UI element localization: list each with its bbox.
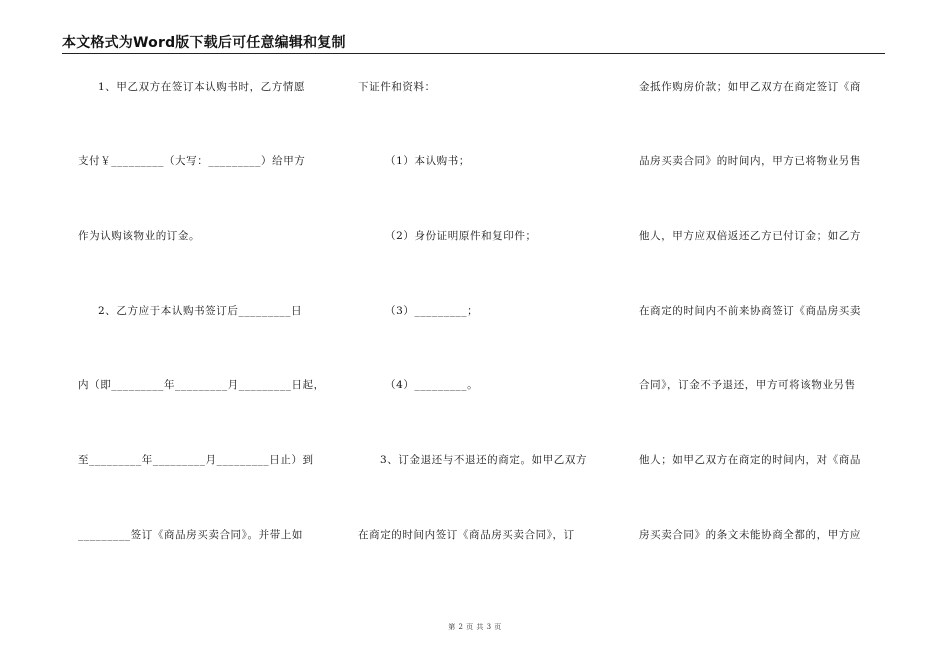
paragraph-line: 内（即_________年_________月_________日起， xyxy=(78,379,325,391)
list-item: （4）_________。 xyxy=(385,379,479,391)
paragraph-line: 2、乙方应于本认购书签订后_________日 xyxy=(98,305,303,317)
paragraph-line: 支付￥_________（大写：_________）给甲方 xyxy=(78,155,306,167)
paragraph-line: 1、甲乙双方在签订本认购书时，乙方情愿 xyxy=(98,81,306,93)
paragraph-line: 在商定的时间内不前来协商签订《商品房买卖 xyxy=(639,305,861,317)
paragraph-line: _________签订《商品房买卖合同》。并带上如 xyxy=(78,529,303,541)
list-item: （3）_________； xyxy=(385,305,479,317)
document-header-title: 本文格式为Word版下载后可任意编辑和复制 xyxy=(62,35,346,51)
paragraph-line: 房买卖合同》的条文未能协商全都的，甲方应 xyxy=(639,529,861,541)
paragraph-line: 他人，甲方应双倍返还乙方已付订金；如乙方 xyxy=(639,230,861,242)
page-number: 第 2 页 共 3 页 xyxy=(448,623,502,631)
paragraph-line: 下证件和资料： xyxy=(358,81,436,93)
list-item: （2）身份证明原件和复印件； xyxy=(385,230,537,242)
paragraph-line: 至_________年_________月_________日止）到 xyxy=(78,454,314,466)
paragraph-line: 品房买卖合同》的时间内，甲方已将物业另售 xyxy=(639,155,861,167)
paragraph-line: 金抵作购房价款；如甲乙双方在商定签订《商 xyxy=(639,81,861,93)
paragraph-line: 合同》，订金不予退还，甲方可将该物业另售 xyxy=(639,379,856,391)
paragraph-line: 在商定的时间内签订《商品房买卖合同》，订 xyxy=(358,529,575,541)
header-divider xyxy=(62,53,885,54)
paragraph-line: 作为认购该物业的订金。 xyxy=(78,230,201,242)
paragraph-line: 他人；如甲乙双方在商定的时间内，对《商品 xyxy=(639,454,861,466)
list-item: （1）本认购书； xyxy=(385,155,470,167)
paragraph-line: 3、订金退还与不退还的商定。如甲乙双方 xyxy=(380,454,588,466)
